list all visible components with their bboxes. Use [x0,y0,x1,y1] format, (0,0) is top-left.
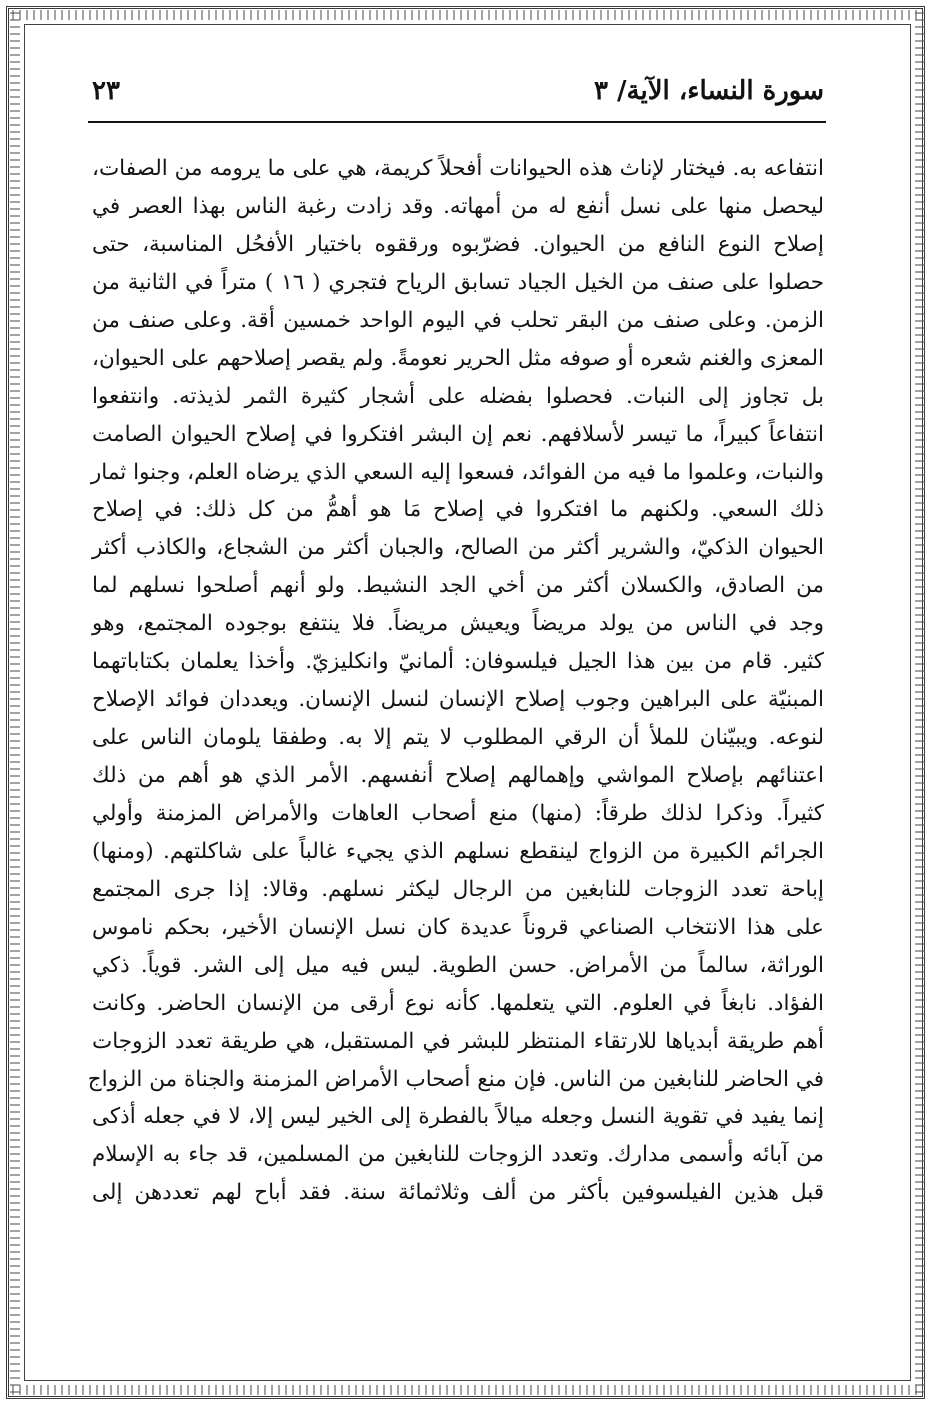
chapter-title: سورة النساء، الآية/ ٣ [594,76,824,106]
text-line: بل تجاوز إلى النبات. فحصلوا بفضله على أشجار كثيرة الثمر لذيذته. وانتفعوا [92,383,824,409]
text-line: إنما يفيد في تقوية النسل وجعله ميالاً بالفطرة إلى الخير ليس إلا، لا في جعله أذكى [92,1104,824,1130]
text-line: قبل هذين الفيلسوفين بأكثر من ألف وثلاثمائة سنة. فقد أباح لهم تعددهن إلى [92,1180,824,1206]
running-header [92,72,824,116]
text-line: من آبائه وأسمى مدارك. وتعدد الزوجات للنابغين من المسلمين، قد جاء به الإسلام [92,1142,824,1168]
text-line: كثير. قام من بين هذا الجيل فيلسوفان: ألمانيّ وانكليزيّ. وأخذا يعلمان بكتاباتهما [92,649,824,675]
decorative-border-bottom [12,1385,923,1395]
text-line: الفؤاد. نابغاً في العلوم. التي يتعلمها. كأنه نوع أرقى من الإنسان الحاضر. وكانت [92,990,824,1016]
text-line: حصلوا على صنف من الخيل الجياد تسابق الرياح فتجري ( ١٦ ) متراً في الثانية من [92,269,824,295]
text-line: المعزى والغنم شعره أو صوفه مثل الحرير نعومةً. ولم يقصر إصلاحهم على الحيوان، [92,345,824,371]
text-line: الزمن. وعلى صنف من البقر تحلب في اليوم الواحد خمسين أقة. وعلى صنف من [92,307,824,333]
text-line: ليحصل منها على نسل أنفع له من أمهاته. وقد زادت رغبة الناس بهذا العصر في [92,193,824,219]
decorative-border-left [10,12,20,1393]
text-line: الحيوان الذكيّ، والشرير أكثر من الصالح، والجبان أكثر من الشجاع، والكاذب أكثر [92,535,824,561]
header-rule [88,121,826,123]
text-line: إصلاح النوع النافع من الحيوان. فضرّبوه ورققوه باختيار الأفحُل المناسبة، حتى [92,231,824,257]
text-line: إباحة تعدد الزوجات للنابغين من الرجال ليكثر نسلهم. وقالا: إذا جرى المجتمع [92,876,824,902]
text-line: المبنيّة على البراهين وجوب إصلاح الإنسان لنسل الإنسان. ويعددان فوائد الإصلاح [92,687,824,713]
text-line: في الحاضر للنابغين من الناس. فإن منع أصحاب الأمراض المزمنة والجناة من الزواج [87,1066,824,1092]
page-number: ٢٣ [92,76,120,106]
text-line: الجرائم الكبيرة من الزواج لينقطع نسلهم الذي يجيء غالباً على شاكلتهم. (ومنها) [92,838,824,864]
text-line: وجد في الناس من يولد مريضاً ويعيش مريضاً. فلا ينتفع بوجوده المجتمع، وهو [92,611,824,637]
text-line: انتفاعاً كبيراً، ما تيسر لأسلافهم. نعم إن البشر افتكروا في إصلاح الحيوان الصامت [92,421,824,447]
decorative-border-top [12,10,923,20]
text-line: الوراثة، سالماً من الأمراض. حسن الطوية. ليس فيه ميل إلى الشر. قوياً. ذكي [92,952,824,978]
text-line: كثيراً. وذكرا لذلك طرقاً: (منها) منع أصحاب العاهات والأمراض المزمنة وأولي [92,800,824,826]
decorative-border-right [915,12,925,1393]
body-text [87,150,824,1212]
text-line: من الصادق، والكسلان أكثر من أخي الجد النشيط. ولو أنهم أصلحوا نسلهم لما [92,573,824,599]
text-line: لنوعه. ويبيّنان للملأ أن الرقي المطلوب لا يتم إلا به. وطفقا يلومان الناس على [92,725,824,751]
text-line: والنبات، وعلموا ما فيه من الفوائد، فسعوا إليه السعي الذي يرضاه العلم، وجنوا ثمار [90,459,824,485]
text-line: اعتنائهم بإصلاح المواشي وإهمالهم إصلاح أنفسهم. الأمر الذي هو أهم من ذلك [92,763,824,788]
text-line: انتفاعه به. فيختار لإناث هذه الحيوانات أفحلاً كريمة، هي على ما يرومه من الصفات، [92,156,824,181]
text-line: على هذا الانتخاب الصناعي قروناً عديدة كان نسل الإنسان الأخير، بحكم ناموس [92,914,824,940]
text-line: أهم طريقة أبدياها للارتقاء المنتظر للبشر في المستقبل، هي طريقة تعدد الزوجات [92,1028,824,1054]
text-line: ذلك السعي. ولكنهم ما افتكروا في إصلاح مَا هو أهمُّ من كل ذلك: في إصلاح [92,497,824,523]
